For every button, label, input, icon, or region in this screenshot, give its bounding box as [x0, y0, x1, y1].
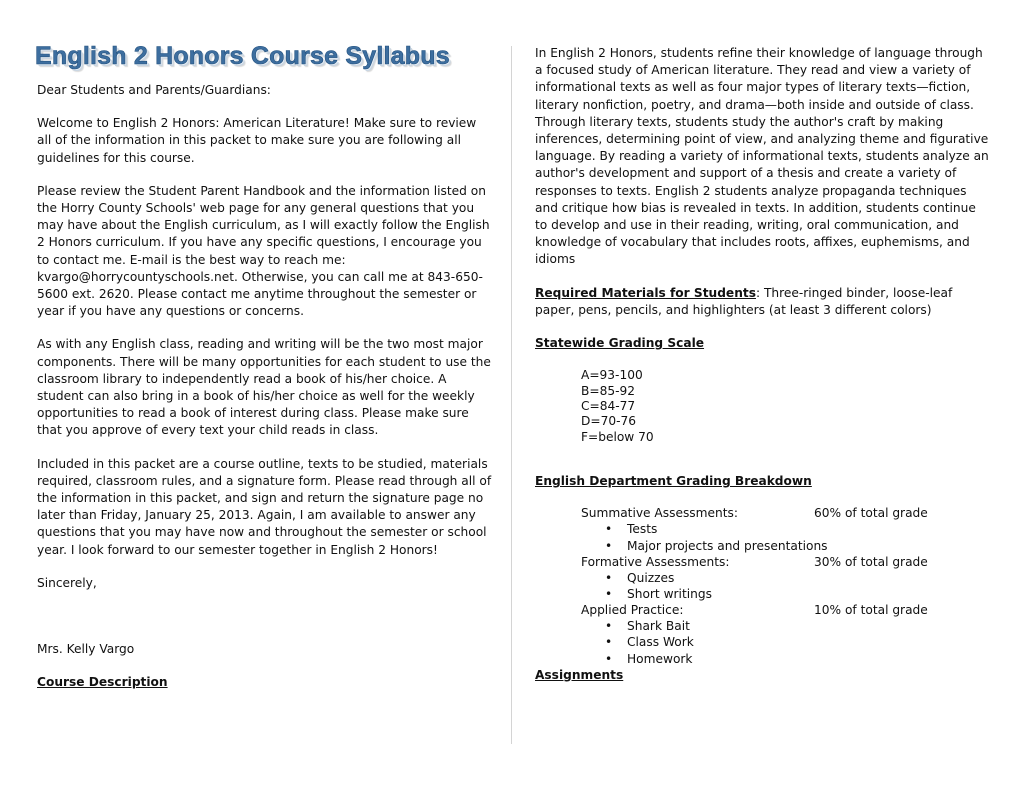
- course-description-text: In English 2 Honors, students refine their knowledge of language through a focused study of American literature. They read and view a variety of informational texts as well as four major types of literary texts—fiction, literary nonfiction, poetry, and drama—both inside and outside of class. Through literary texts, students study the author's craft by making inferences, determining point of view, and analyzing theme and figurative language. By reading a variety of informational texts, students analyze an author's development and support of a thesis and create a variety of responses to texts. English 2 students analyze propaganda techniques and critique how bias is revealed in texts. In addition, students continue to develop and use in their reading, writing, oral communication, and knowledge of vocabulary that includes roots, affixes, euphemisms, and idioms: [535, 46, 989, 267]
- right-column: [535, 45, 990, 684]
- materials-heading: Required Materials for Students: [535, 285, 756, 300]
- materials-paragraph: [535, 285, 990, 319]
- grade-f: F=below 70: [581, 429, 654, 444]
- materials-text: : Three-ringed binder, loose-leaf paper, pens, pencils, and highlighters (at least 3 different colors): [535, 285, 953, 317]
- list-item: • Short writings: [627, 586, 990, 602]
- breakdown-heading: English Department Grading Breakdown: [535, 474, 812, 489]
- closing: Sincerely,: [37, 575, 97, 590]
- assignments-heading: Assignments: [535, 667, 624, 682]
- breakdown-items: [581, 521, 990, 553]
- grade-c: C=84-77: [581, 399, 636, 414]
- column-divider: [511, 46, 512, 744]
- breakdown-category: Formative Assessments:: [581, 554, 730, 569]
- handbook-paragraph: Please review the Student Parent Handbook and the information listed on the Horry County Schools' web page for any general questions that you may have about the English curriculum, as I will exactly follow the English 2 Honors curriculum. If you have any specific questions, I encourage you to contact me. E-mail is the best way to reach me: kvargo@horrycountyschools.net. Otherwise, you can call me at 843-650-5600 ext. 2620. Please contact me anytime throughout the semester or year if you have any questions or concerns.: [37, 183, 490, 319]
- list-item: • Quizzes: [627, 570, 990, 586]
- list-item: • Homework: [627, 651, 990, 667]
- list-item: • Class Work: [627, 634, 990, 650]
- breakdown-weight: 30% of total grade: [814, 554, 928, 569]
- breakdown-category: Summative Assessments:: [581, 506, 738, 521]
- grade-b: B=85-92: [581, 383, 635, 398]
- list-item: • Major projects and presentations: [627, 538, 990, 554]
- packet-paragraph: Included in this packet are a course outline, texts to be studied, materials required, classroom rules, and a signature form. Please read through all of the information in this packet, and sign and return the signature page no later than Friday, January 25, 2013. Again, I am available to answer any questions that you may have now and throughout the semester or school year. I look forward to our semester together in English 2 Honors!: [37, 456, 492, 557]
- breakdown-category: Applied Practice:: [581, 603, 684, 618]
- grade-a: A=93-100: [581, 368, 643, 383]
- list-item: • Tests: [627, 521, 990, 537]
- course-description-heading: Course Description: [37, 675, 168, 690]
- breakdown-weight: 10% of total grade: [814, 603, 928, 618]
- grading-breakdown: [581, 505, 990, 666]
- list-item: • Shark Bait: [627, 618, 990, 634]
- signature: Mrs. Kelly Vargo: [37, 642, 135, 657]
- grading-scale-list: [581, 368, 990, 445]
- welcome-paragraph: Welcome to English 2 Honors: American Literature! Make sure to review all of the information in this packet to make sure you are following all guidelines for this course.: [37, 116, 477, 165]
- breakdown-weight: 60% of total grade: [814, 506, 928, 521]
- breakdown-row: [581, 602, 990, 618]
- grade-d: D=70-76: [581, 414, 637, 429]
- breakdown-row: [581, 505, 990, 521]
- breakdown-items: [581, 618, 990, 667]
- left-column: [37, 40, 492, 691]
- grading-scale-heading: Statewide Grading Scale: [535, 336, 705, 351]
- breakdown-items: [581, 570, 990, 602]
- page-title: English 2 Honors Course Syllabus: [35, 42, 450, 70]
- breakdown-row: [581, 554, 990, 570]
- reading-writing-paragraph: As with any English class, reading and writing will be the two most major components. There will be many opportunities for each student to use the classroom library to independently read a book of his/her choice. A student can also bring in a book of his/her choice as well for the weekly opportunities to read a book of interest during class. Please make sure that you approve of every text your child reads in class.: [37, 337, 491, 438]
- greeting: Dear Students and Parents/Guardians:: [37, 83, 271, 97]
